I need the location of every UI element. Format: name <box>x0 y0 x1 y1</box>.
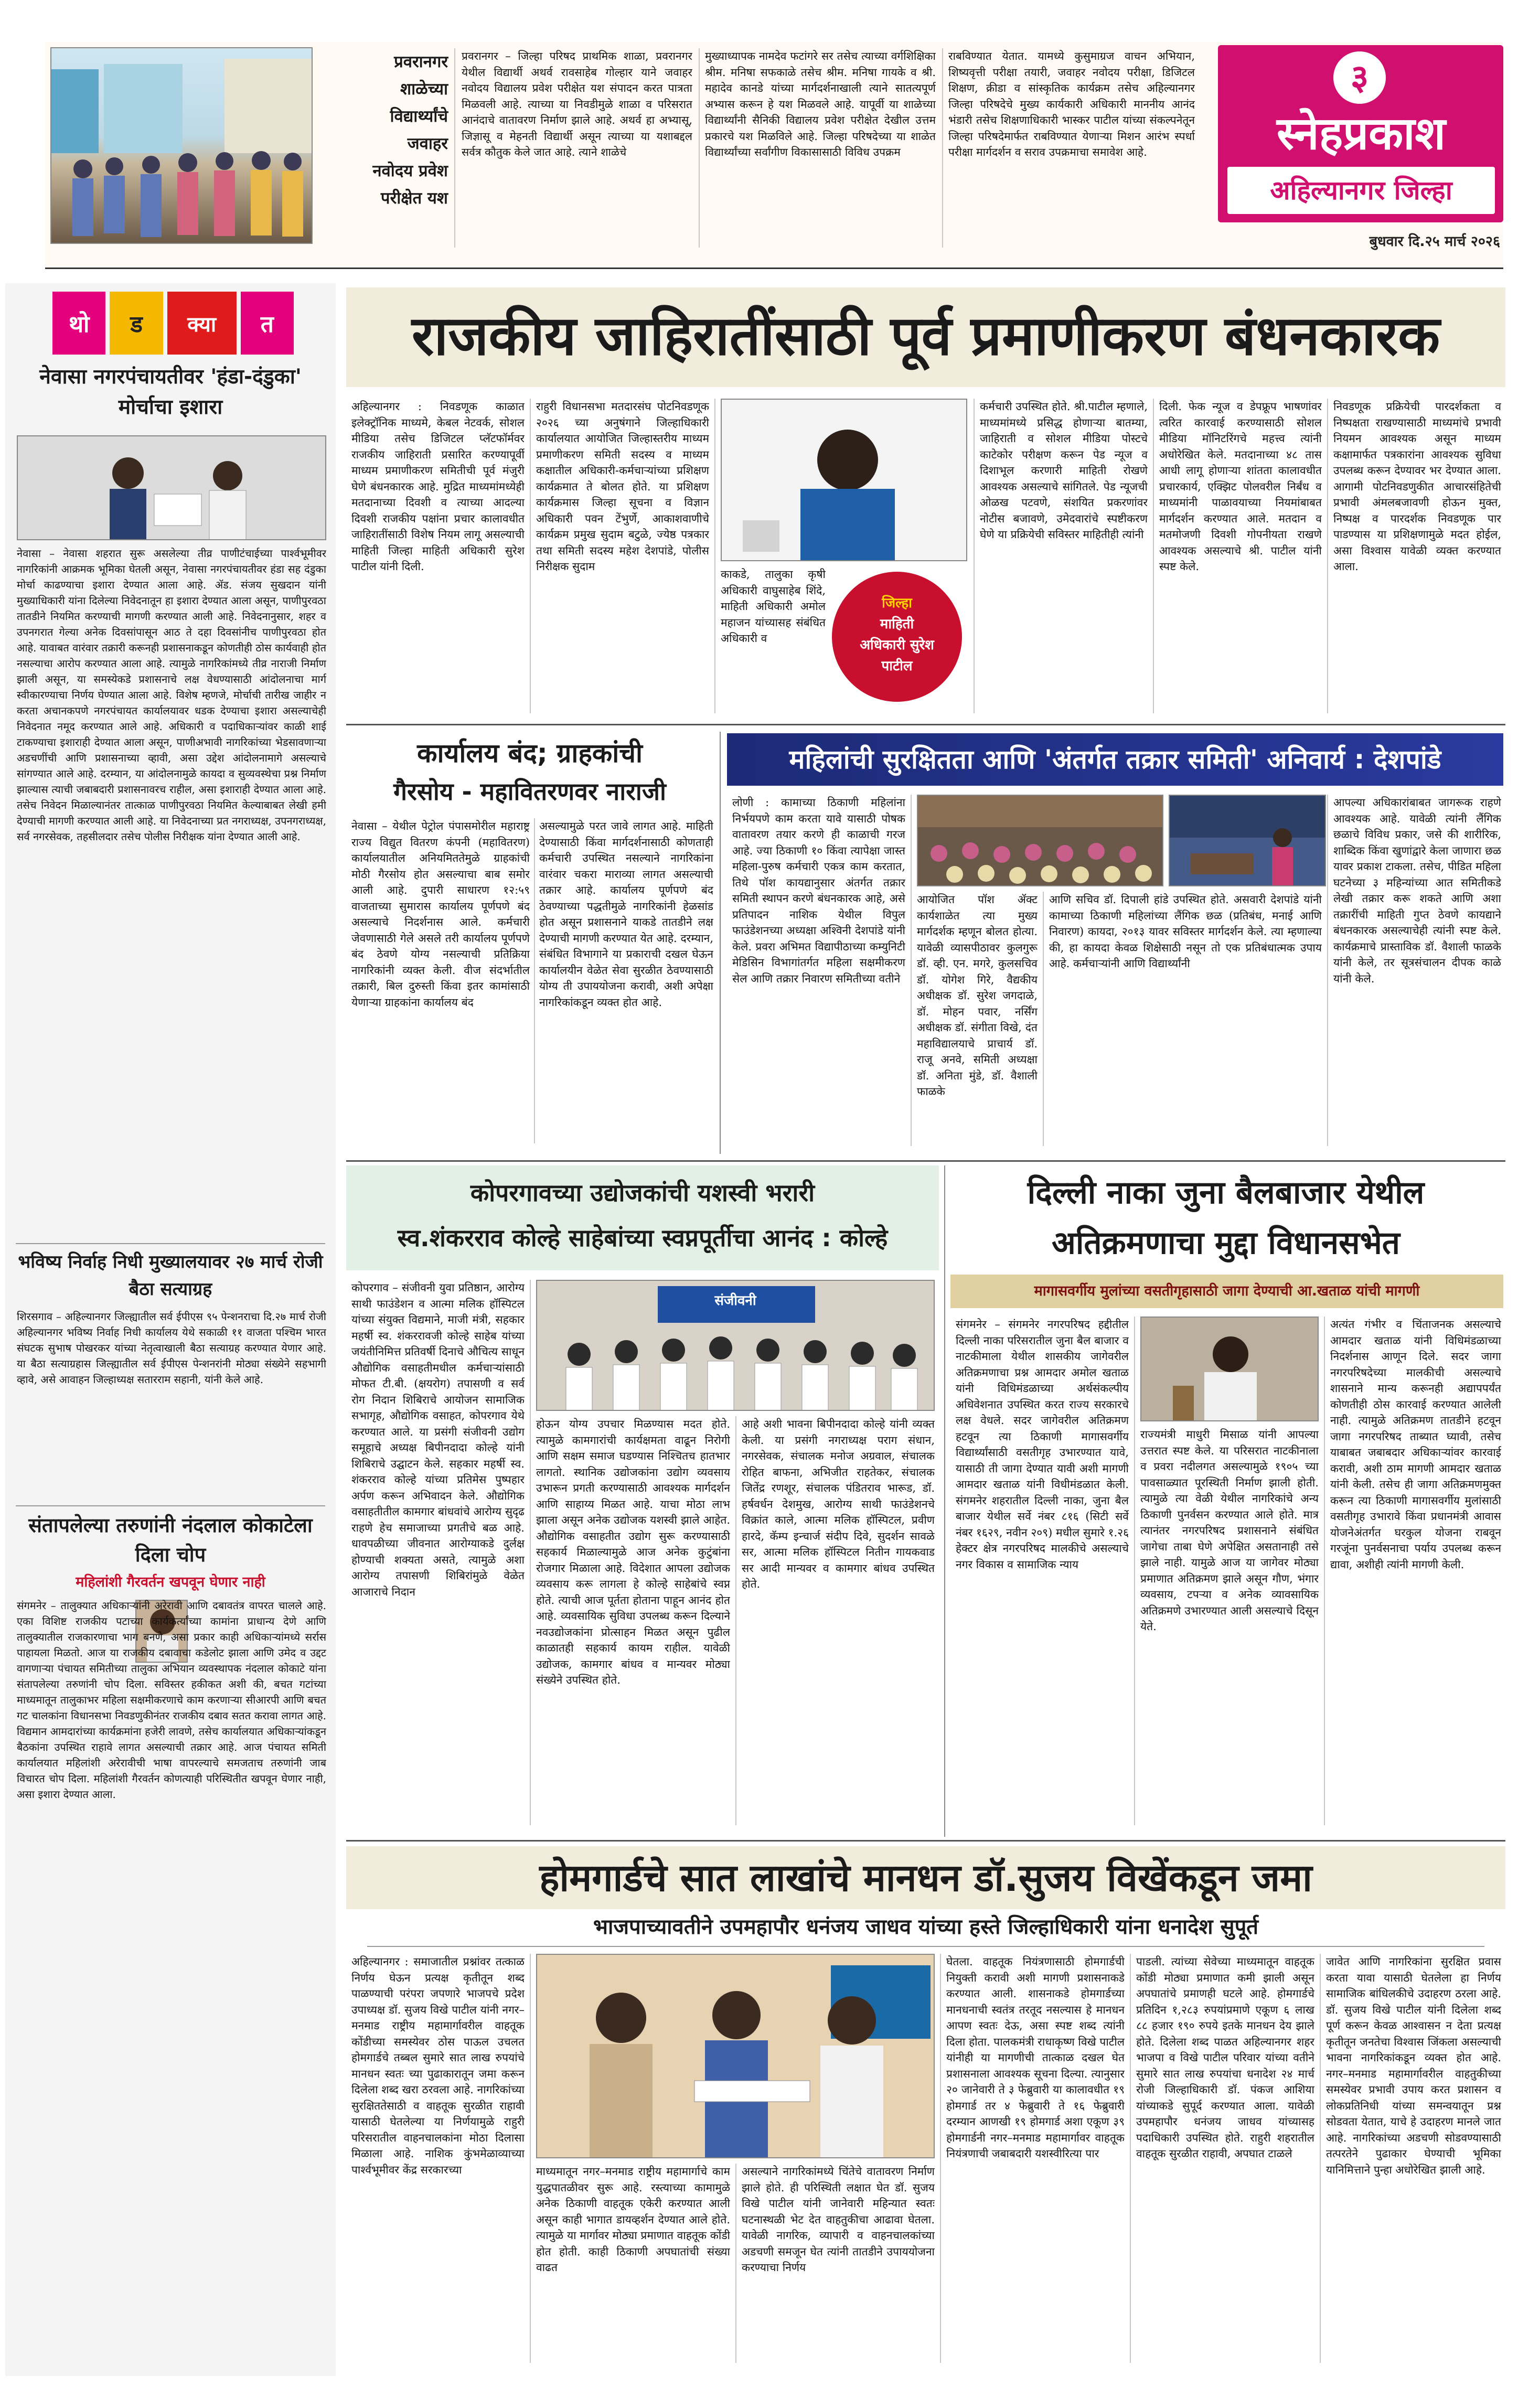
homeguard-column: अहिल्यानगर : समाजातील प्रश्नांवर तत्काळ निर्णय घेऊन प्रत्यक्ष कृतीतून शब्द पाळण्याची परंपरा जपणारे भाजपचे प्रदेश उपाध्यक्ष डॉ. सुजय विखे पाटील यांनी नगर–मनमाड राष्ट्रीय महामार्गावरील वाहतूक कोंडीच्या समस्येवर ठोस पाऊल उचलत होमगार्डचे तब्बल सुमारे सात लाख रुपयांचे मानधन स्वतः च्या पुढाकारातून जमा करून दिलेला शब्द खरा ठरवला आहे. नागरिकांच्या सुरक्षिततेसाठी व वाहतूक सुरळीत राहावी यासाठी घेतलेल्या या निर्णयामुळे राहुरी परिसरातील वाहनचालकांना मोठा दिलासा मिळाला आहे. नाशिक कुंभमेळाव्याच्या पार्श्वभूमीवर केंद्र सरकारच्या <box>351 1955 525 2176</box>
thodkyat-letter: थो <box>68 311 90 338</box>
nevasa-body: नेवासा – नेवासा शहरात सुरू असलेल्या तीव्र पाणीटंचाईच्या पार्श्वभूमीवर नागरिकांनी आक्रमक भूमिका घेतली असून, नेवासा नगरपंचायतीवर हंडा सह दंडुका मोर्चा काढण्याचा इशारा देण्यात आला आहे. ॲड. संजय सुखदान यांनी मुख्याधिकारी यांना दिलेल्या निवेदनातून हा इशारा देण्यात आला असून, पाणीपुरवठा तातडीने नियमित करण्याची मागणी करण्यात आली आहे. निवेदनानुसार, शहर व उपनगरात गेल्या अनेक दिवसांपासून आठ ते दहा दिवसांनीच पाणीपुरवठा होत आहे. यावाबत वारंवार तक्रारी करूनही प्रशासनाकडून कोणतीही ठोस कार्यवाही होत नसल्याचा आरोप करण्यात आला आहे. त्यामुळे नागरिकांमध्ये तीव्र नाराजी निर्माण झाली असून, या समस्येकडे प्रशासनाचे लक्ष वेधण्यासाठी आंदोलनाचा मार्ग स्वीकारण्याचा निर्णय घेण्यात आला आहे. विशेष म्हणजे, मोर्चाची तारीख जाहीर न करता अचानकपणे नगरपंचायत कार्यालयावर धडक देण्याचा इशारा असल्याचेही निवेदनात नमूद करण्यात आले आहे. अधिकारी व पदाधिकाऱ्यांवर काळी शाई टाकण्याचा इशाराही देण्यात आला असून, पाणीअभावी नागरिकांच्या भेडसावणाऱ्या अडचणींची आणि प्रशासनाच्या व्हावी, असा उद्देश आंदोलनामागे असल्याचे सांगण्यात आले आहे. दरम्यान, या आंदोलनामुळे कायदा व सुव्यवस्थेचा प्रश्न निर्माण झाल्यास त्याची जबाबदारी प्रशासनावरच राहील, असा इशाराही देण्यात आला आहे. तसेच निवेदन मिळाल्यानंतर तात्काळ पाणीपुरवठा नियमित केल्याबाबत लेखी हमी देण्याची मागणी करण्यात आली आहे. या निवेदनाच्या प्रत नगराध्यक्ष, उपनगराध्यक्ष, सर्व नगरसेवक, तहसीलदार तसेच पोलीस निरीक्षक यांना देण्यात आली आहे. <box>17 547 326 843</box>
mahavitaran-headline-line2: गैरसोय - महावितरणवर नाराजी <box>393 777 666 806</box>
top-headline-line: प्रवरानगर <box>394 52 448 71</box>
kopargaon-column: कोपरगाव – संजीवनी युवा प्रतिष्ठान, आरोग्य साथी फाउंडेशन व आत्मा मलिक हॉस्पिटल यांच्या संयुक्त विद्यमाने, माजी मंत्री, सहकार महर्षी स्व. शंकररावजी कोल्हे साहेब यांच्या जयंतीनिमित्त प्रतिवर्षी दिनाचे औचित्य साधून औद्योगिक वसाहतीमधील कर्मचाऱ्यांसाठी मोफत टी.बी. (क्षयरोग) तपासणी व सर्व रोग निदान शिबिराचे आयोजन सामाजिक सभागृह, औद्योगिक वसाहत, कोपरगाव येथे करण्यात आले. या प्रसंगी संजीवनी उद्योग समूहाचे अध्यक्ष बिपीनदादा कोल्हे यांनी शिबिराचे उद्घाटन केले. सहकार महर्षी स्व. शंकरराव कोल्हे यांच्या प्रतिमेस पुष्पहार अर्पण करून अभिवादन केले. औद्योगिक वसाहतीतील कामगार बांधवांचे आरोग्य सुदृढ राहणे हेच समाजाच्या प्रगतीचे बळ आहे. धावपळीच्या जीवनात आरोग्याकडे दुर्लक्ष होण्याची शक्यता असते, त्यामुळे अशा आरोग्य तपासणी शिबिरांमुळे वेळेत आजाराचे निदान <box>351 1281 525 1598</box>
thodkyat-box <box>110 292 163 355</box>
column-rule <box>940 1954 941 2363</box>
mahavitaran-column: असल्यामुळे परत जावे लागत आहे. माहिती देण्यासाठी किंवा मार्गदर्शनासाठी कोणताही कर्मचारी उपस्थित नसल्याने नागरिकांना वारंवार चकरा माराव्या लागत असल्याची तक्रार आहे. कार्यालय पूर्णपणे बंद ठेवण्याच्या पद्धतीमुळे नागरिकांनी हेळसांड होत असून प्रशासनाने याकडे तातडीने लक्ष देण्याची मागणी करण्यात येत आहे. दरम्यान, संबंधित विभागाने या प्रकाराची दखल घेऊन कार्यालयीन वेळेत सेवा सुरळीत ठेवण्यासाठी योग्य ती उपाययोजना करावी, अशी अपेक्षा नागरिकांकडून व्यक्त होत आहे. <box>539 820 713 1009</box>
dilli-naka-column: राज्यमंत्री माधुरी मिसाळ यांनी आपल्या उत्तरात स्पष्ट केले. या परिसरात नाटकीनाला व प्रवरा नदीलगत असल्यामुळे १९०५ च्या पावसाळ्यात पूरस्थिती निर्माण झाली होती. त्यामुळे त्या वेळी येथील नागरिकांचे अन्य ठिकाणी पुनर्वसन करण्यात आले होते. मात्र त्यानंतर नगरपरिषद प्रशासनाने संबंधित जागेचा ताबा घेणे अपेक्षित असतानाही तसे झाले नाही. यामुळे आज या जागेवर मोठ्या प्रमाणात अतिक्रमण झाले असून गौण, भंगार व्यवसाय, टपऱ्या व अनेक व्यावसायिक अतिक्रमणे उभारण्यात आली असल्याचे दिसून येते. <box>1140 1428 1319 1633</box>
mahila-column: लोणी : कामाच्या ठिकाणी महिलांना निर्भयपणे काम करता यावे यासाठी पोषक वातावरण तयार करणे ही काळाची गरज आहे. ज्या ठिकाणी १० किंवा त्यापेक्षा जास्त महिला-पुरुष कर्मचारी एकत्र काम करतात, तिथे पॉश कायद्यानुसार अंतर्गत तक्रार समिती स्थापन करणे बंधनकारक आहे, असे प्रतिपादन नाशिक येथील विपुल फाउंडेशनच्या अध्यक्षा अश्विनी देशपांडे यांनी केले. प्रवरा अभिमत विद्यापीठाच्या कम्युनिटी मेडिसिन विभागांतर्गत महिला सक्षमीकरण सेल आणि तक्रार निवारण समितीच्या वतीने <box>732 796 905 985</box>
homeguard-subhead: भाजपाच्यावतीने उपमहापौर धनंजय जाधव यांच्या हस्ते जिल्हाधिकारी यांना धनादेश सुपूर्त <box>593 1915 1259 1939</box>
lead-column: निवडणूक प्रक्रियेची पारदर्शकता व निष्पक्षता राखण्यासाठी माध्यमांचे प्रभावी नियमन आवश्यक असून माध्यम कक्षामार्फत पत्रकारांना आवश्यक सुविधा उपलब्ध करून देण्यावर भर देण्यात आला. आगामी पोटनिवडणुकीत आचारसंहितेची प्रभावी अंमलबजावणी होऊन मुक्त, निष्पक्ष व पारदर्शक निवडणूक पार पाडण्यास या प्रशिक्षणामुळे मदत होईल, असा विश्वास यावेळी व्यक्त करण्यात आला. <box>1333 400 1501 573</box>
epf-headline: भविष्य निर्वाह निधी मुख्यालयावर २७ मार्च रोजी बैठा सत्याग्रह <box>18 1251 323 1300</box>
column-rule <box>911 795 912 1146</box>
nevasa-photo <box>17 435 326 540</box>
section-rule <box>720 732 721 1154</box>
lead-column: दिली. फेक न्यूज व डेपफ्रूप भाषणांवर त्वरित कारवाई करण्यासाठी सोशल मीडिया मॉनिटरिंगचे महत्त्व त्यांनी अधोरेखित केले. मतदानाच्या ४८ तास आधी लागू होणाऱ्या शांतता कालावधीत प्रचारकार्य, एक्झिट पोलवरील निर्बंध व माध्यमांनी पाळावयाच्या नियमांबाबत मार्गदर्शन करण्यात आले. मतदान व मतमोजणी दिवशी गोपनीयता राखणे आवश्यक असल्याचे श्री. पाटील यांनी स्पष्ट केले. <box>1159 400 1322 573</box>
column-rule <box>735 2164 736 2363</box>
column-rule <box>530 399 531 713</box>
column-rule <box>1327 795 1328 1146</box>
homeguard-column: जावेत आणि नागरिकांना सुरक्षित प्रवास करता यावा यासाठी घेतलेला हा निर्णय सामाजिक बांधिलकीचे उदाहरण ठरला आहे. डॉ. सुजय विखे पाटील यांनी दिलेला शब्द पूर्ण करून केवळ आश्वासन न देता प्रत्यक्ष कृतीतून जनतेचा विश्वास जिंकला असल्याची भावना नागरिकांकडून व्यक्त होत आहे. नगर–मनमाड महामार्गावरील वाहतुकीच्या समस्येवर प्रभावी उपाय करत प्रशासन व लोकप्रतिनिधी यांच्या समन्वयातून प्रश्न सोडवता येतात, याचे हे उदाहरण मानले जात आहे. नागरिकांच्या अडचणी सोडवण्यासाठी तत्परतेने पुढाकार घेण्याची भूमिका यानिमित्ताने पुन्हा अधोरेखित झाली आहे. <box>1326 1955 1501 2176</box>
story-divider <box>16 1243 325 1244</box>
officer-badge <box>832 572 962 702</box>
homeguard-photo <box>536 1954 935 2158</box>
mahila-column: आणि सचिव डॉ. दिपाली हांडे उपस्थित होते. असवारी देशपांडे यांनी कामाच्या ठिकाणी महिलांच्या लैंगिक छळ (प्रतिबंध, मनाई आणि निवारण) कायदा, २०१३ यावर सविस्तर मार्गदर्शन केले. त्या म्हणाल्या की, हा कायदा केवळ शिक्षेसाठी नसून तो एक प्रतिबंधात्मक उपाय आहे. कर्मचाऱ्यांनी आणि विद्यार्थ्यांनी <box>1049 893 1322 970</box>
page-number: ३ <box>1350 57 1369 98</box>
homeguard-column: असल्याने नागरिकांमध्ये चिंतेचे वातावरण निर्माण झाले होते. ही परिस्थिती लक्षात घेत डॉ. सुजय विखे पाटील यांनी जानेवारी महिन्यात स्वतः घटनास्थळी भेट देत वाहतुकीचा आढावा घेतला. यावेळी नागरिक, व्यापारी व वाहनचालकांच्या अडचणी समजून घेत त्यांनी तातडीने उपाययोजना करण्याचा निर्णय <box>742 2165 935 2274</box>
column-rule <box>1134 1317 1135 1825</box>
dilli-naka-headline-line2: अतिक्रमणाचा मुद्दा विधानसभेत <box>1052 1225 1400 1261</box>
thodkyat-box <box>241 292 294 355</box>
dilli-naka-column: संगमनेर – संगमनेर नगरपरिषद हद्दीतील दिल्ली नाका परिसरातील जुना बैल बाजार व नाटकीमाला येथील शासकीय जागेवरील अतिक्रमणाचा प्रश्न आमदार अमोल खताळ यांनी विधिमंडळाच्या अर्थसंकल्पीय अधिवेशनात उपस्थित करत राज्य सरकारचे लक्ष वेधले. सदर जागेवरील अतिक्रमण हटवून त्या ठिकाणी मागासवर्गीय विद्यार्थ्यांसाठी वसतीगृह उभारण्यात यावे, यासाठी ती जागा देण्यात यावी अशी मागणी आमदार खताळ यांनी विधीमंडळात केली. संगमनेर शहरातील दिल्ली नाका, जुना बैल बाजार येथील सर्वे नंबर ८१६ (सिटी सर्वे नंबर १६२९, नवीन २०९) मधील सुमारे १.२६ हेक्टर क्षेत्र नगरपरिषद मालकीचे असल्याचे नगर विकास व सामाजिक न्याय <box>956 1318 1129 1571</box>
homeguard-column: घेतला. वाहतूक नियंत्रणासाठी होमगार्डची नियुक्ती करावी अशी मागणी प्रशासनाकडे करण्यात आली. शासनाकडे होमगार्डच्या मानधनाची स्वतंत्र तरतूद नसल्यास हे मानधन आपण स्वतः देऊ, असा स्पष्ट शब्द त्यांनी दिला होता. पालकमंत्री राधाकृष्ण विखे पाटील यांनीही या मागणीची तात्काळ दखल घेत प्रशासनाला आवश्यक सूचना दिल्या. त्यानुसार २० जानेवारी ते ३ फेब्रुवारी या कालावधीत १९ होमगार्ड तर ४ फेब्रुवारी ते १६ फेब्रुवारी दरम्यान आणखी १९ होमगार्ड अशा एकूण ३९ होमगार्डनी नगर–मनमाड महामार्गावर वाहतूक नियंत्रणाची जबाबदारी यशस्वीरित्या पार <box>946 1955 1125 2160</box>
column-rule <box>1324 1317 1325 1825</box>
section-divider <box>346 1840 1505 1842</box>
thodkyat-letter: क्या <box>187 312 217 337</box>
edition-name: अहिल्यानगर जिल्हा <box>1270 175 1452 206</box>
story-divider <box>16 1505 325 1506</box>
top-divider <box>45 267 1503 269</box>
column-rule <box>534 818 535 1143</box>
thodkyat-label <box>52 292 294 355</box>
column-rule <box>942 48 943 248</box>
top-headline-line: शाळेच्या <box>400 80 448 99</box>
column-rule <box>735 1416 736 1825</box>
kopargaon-headline-line1: कोपरगावच्या उद्योजकांची यशस्वी भरारी <box>470 1179 815 1207</box>
mahila-column: आपल्या अधिकारांबाबत जागरूक राहणे आवश्यक आहे. यावेळी त्यांनी लैंगिक छळाचे विविध प्रकार, जसे की शारीरिक, शाब्दिक किंवा खुणांद्वारे केला जाणारा छळ यावर प्रकाश टाकला. तसेच, पीडित महिला घटनेच्या ३ महिन्यांच्या आत समितीकडे लेखी तक्रार करू शकते आणि अशा तक्रारींची माहिती गुप्त ठेवणे कायद्याने बंधनकारक असल्याचेही त्यांनी स्पष्ट केले. कार्यक्रमाचे प्रास्ताविक डॉ. वैशाली फाळके यांनी केले, तर सूत्रसंचालन दीपक काळे यांनी केले. <box>1333 796 1501 985</box>
top-story-column: राबविण्यात येतात. यामध्ये कुसुमाग्रज वाचन अभियान, शिष्यवृत्ती परीक्षा तयारी, जवाहर नवोदय परीक्षा, डिजिटल शिक्षण, क्रीडा व सांस्कृतिक कार्यक्रम तसेच अहिल्यानगर जिल्हा परिषदेचे मुख्य कार्यकारी अधिकारी माननीय आनंद भंडारी तसेच शिक्षणाधिकारी भास्कर पाटील यांच्या संकल्पनेतून जिल्हा परिषदेमार्फत राबविण्यात येणाऱ्या मिशन आरंभ स्पर्धा परीक्षा मार्गदर्शन व सराव उपक्रमाचा समावेश आहे. <box>948 50 1195 158</box>
thodkyat-letter: त <box>260 311 274 338</box>
dilli-naka-photo <box>1140 1317 1319 1421</box>
lead-headline: राजकीय जाहिरातींसाठी पूर्व प्रमाणीकरण बंधनकारक <box>411 304 1440 368</box>
homeguard-column: पाडली. त्यांच्या सेवेच्या माध्यमातून वाहतूक कोंडी मोठ्या प्रमाणात कमी झाली असून अपघातांचे प्रमाणही घटले आहे. होमगार्डचे प्रतिदिन १,२८३ रुपयांप्रमाणे एकूण ६ लाख ८८ हजार १९० रुपये इतके मानधन देय झाले होते. दिलेला शब्द पाळत अहिल्यानगर शहर भाजपा व विखे पाटील परिवार यांच्या वतीने सुमारे सात लाख रुपयांचा धनादेश २४ मार्च रोजी जिल्हाधिकारी डॉ. पंकज आशिया यांच्याकडे सुपूर्द करण्यात आला. यावेळी उपमहापौर धनंजय जाधव यांच्यासह पदाधिकारी उपस्थित होते. राहुरी शहरातील वाहतूक सुरळीत राहावी, अपघात टाळले <box>1136 1955 1314 2160</box>
kokate-headline: संतापलेल्या तरुणांनी नंदलाल कोकाटेला दिला चोप <box>28 1514 313 1566</box>
dilli-naka-subhead: मागासवर्गीय मुलांच्या वसतीगृहासाठी जागा देण्याची आ.खताळ यांची मागणी <box>1034 1283 1420 1299</box>
top-headline-line: जवाहर <box>407 134 448 153</box>
kopargaon-column: होऊन योग्य उपचार मिळण्यास मदत होते. त्यामुळे कामगारांची कार्यक्षमता वाढून निरोगी आणि सक्षम समाज घडण्यास निश्चितच हातभार लागतो. स्थानिक उद्योजकांना उद्योग व्यवसाय उभारून प्रगती करण्यासाठी आवश्यक मार्गदर्शन आणि साहाय्य मिळत आहे. याचा मोठा लाभ झाला असून अनेक उद्योजक यशस्वी झाले आहेत. औद्योगिक वसाहतीत उद्योग सुरू करण्यासाठी सहकार्य मिळाल्यामुळे आज अनेक कुटुंबांना रोजगार मिळाला आहे. विदेशात आपला उद्योजक व्यवसाय करू लागला हे कोल्हे साहेबांचे स्वप्न होते. त्याची आज पूर्तता होताना पाहून आनंद होत आहे. व्यवसायिक सुविधा उपलब्ध करून दिल्याने नवउद्योजकांना प्रोत्साहन मिळत असून पुढील काळातही सहकार्य कायम राहील. यावेळी उद्योजक, कामगार बांधव व मान्यवर मोठ्या संख्येने उपस्थित होते. <box>536 1418 730 1686</box>
top-headline-line: विद्यार्थ्यांचे <box>390 107 448 126</box>
thodkyat-box <box>167 292 237 355</box>
lead-column: अहिल्यानगर : निवडणूक काळात इलेक्ट्रॉनिक माध्यमे, केबल नेटवर्क, सोशल मीडिया तसेच डिजिटल प्लॅटफॉर्मवर राजकीय जाहिराती प्रसारित करण्यापूर्वी माध्यम प्रमाणीकरण समितीची पूर्व मंजुरी घेणे बंधनकारक आहे. मुद्रित माध्यमांमध्येही मतदानाच्या दिवशी व त्याच्या आदल्या दिवशी राजकीय पक्षांना प्रचार कालावधीत जाहिरातींसाठी विशेष नियम लागू असल्याची माहिती जिल्हा माहिती अधिकारी सुरेश पाटील यांनी दिली. <box>351 400 525 573</box>
badge-line: पाटील <box>881 658 913 674</box>
top-story-headline <box>318 48 448 212</box>
kopargaon-headline-line2: स्व.शंकरराव कोल्हे साहेबांच्या स्वप्नपूर्तीचा आनंद : कोल्हे <box>397 1224 888 1252</box>
column-rule <box>530 1280 531 1825</box>
section-divider <box>346 724 1505 725</box>
lead-column: राहुरी विधानसभा मतदारसंघ पोटनिवडणूक २०२६ च्या अनुषंगाने जिल्हाधिकारी कार्यालयात आयोजित जिल्हास्तरीय माध्यम प्रमाणीकरण समिती सदस्य व माध्यम कक्षातील अधिकारी-कर्मचाऱ्यांच्या प्रशिक्षण कार्यक्रमात ते बोलत होते. या प्रशिक्षण कार्यक्रमास जिल्हा सूचना व विज्ञान अधिकारी पवन टेंभुर्णे, आकाशवाणीचे कार्यक्रम प्रमुख सुदाम बटुळे, ज्येष्ठ पत्रकार तथा समिती सदस्य महेश देशपांडे, पोलीस निरीक्षक सुदाम <box>536 400 709 573</box>
section-divider <box>346 1160 1505 1162</box>
column-rule <box>1153 399 1154 713</box>
column-rule <box>714 399 715 713</box>
column-rule <box>454 48 455 248</box>
column-rule <box>1043 892 1044 1146</box>
mahila-headline: महिलांची सुरक्षितता आणि 'अंतर्गत तक्रार समिती' अनिवार्य : देशपांडे <box>789 744 1441 775</box>
kokate-body: संगमनेर – तालुक्यात अधिकाऱ्यांनी अरेरावी आणि दबावतंत्र वापरत चालले आहे. एका विशिष्ट राजकीय पटाच्या कार्यकर्त्यांच्या कामांना प्राधान्य देणे आणि तालुक्यातील राजकारणाचा भाग बनणे, असा प्रकार काही अधिकाऱ्यांमध्ये सर्रास पाहायला मिळतो. आज या राजकीय दबावाचा कडेलोट झाला आणि उमेद व उद्दट वागणाऱ्या पंचायत समितीच्या तालुका अभियान व्यवस्थापक नंदलाल कोकाटे यांना संतापलेल्या तरुणांनी चोप दिला. सविस्तर हकीकत अशी की, बचत गटांच्या माध्यमातून तालुकाभर महिला सक्षमीकरणाचे काम करणाऱ्या सीआरपी आणि बचत गट चालकांना विधानसभा निवडणुकीनंतर राजकीय दबाव सतत करावा लागत आहे. विद्यमान आमदारांच्या कार्यक्रमांना हजेरी लावणे, तसेच कार्यालयात अधिकाऱ्यांकडून बैठकांना उपस्थित राहावे लागत असल्याची तक्रार आहे. आज पंचायत समिती कार्यालयात महिलांशी अरेरावीची भाषा वापरल्याचे समजताच तरुणांनी जाब विचारत चोप दिला. महिलांशी गैरवर्तन कोणत्याही परिस्थितीत खपवून घेणार नाही, असा इशारा देण्यात आला. <box>17 1599 326 1801</box>
thodkyat-letter: ड <box>130 311 143 338</box>
lead-photo <box>721 399 967 561</box>
column-rule <box>1320 1954 1321 2363</box>
mahavitaran-column: नेवासा – येथील पेट्रोल पंपासमोरील महाराष्ट्र राज्य विद्युत वितरण कंपनी (महावितरण) कार्यालयातील अनियमिततेमुळे ग्राहकांची मोठी गैरसोय होत असल्याचा बाब समोर आली आहे. दुपारी साधारण १२:५९ वाजताच्या सुमारास कार्यालय पूर्णपणे बंद असल्याचे निदर्शनास आले. कर्मचारी जेवणासाठी गेले असले तरी कार्यालय पूर्णपणे बंद ठेवणे योग्य नसल्याची प्रतिक्रिया नागरिकांनी व्यक्त केली. वीज संदर्भातील तक्रारी, बिल दुरुस्ती किंवा इतर कामांसाठी येणाऱ्या ग्राहकांना कार्यालय बंद <box>351 820 530 1009</box>
dilli-naka-headline-line1: दिल्ली नाका जुना बैलबाजार येथील <box>1027 1174 1425 1211</box>
nevasa-headline: नेवासा नगरपंचायतीवर 'हंडा-दंडुका' मोर्चाचा इशारा <box>39 365 302 419</box>
kopargaon-banner-text: संजीवनी <box>714 1293 756 1309</box>
top-story-column: प्रवरानगर – जिल्हा परिषद प्राथमिक शाळा, प्रवरानगर येथील विद्यार्थी अथर्व रावसाहेब गोल्हार याने जवाहर नवोदय विद्यालय प्रवेश परीक्षेत यश संपादन करत पात्रता मिळवली आहे. त्याच्या या निवडीमुळे शाळा व परिसरात आनंदाचे वातावरण निर्माण झाले आहे. अथर्व हा अभ्यासू, जिज्ञासू व मेहनती विद्यार्थी असून त्याच्या या यशाबद्दल सर्वत्र कौतुक केले जात आहे. त्याने शाळेचे <box>462 50 692 158</box>
issue-date: बुधवार दि.२५ मार्च २०२६ <box>1369 233 1500 250</box>
section-rule <box>944 1165 945 1837</box>
column-rule <box>1327 399 1328 713</box>
epf-body: शिरसगाव – अहिल्यानगर जिल्ह्यातील सर्व ईपीएस ९५ पेन्शनराचा दि.२७ मार्च रोजी अहिल्यानगर भविष्य निर्वाह निधी कार्यालय येथे सकाळी ११ वाजता पश्चिम भारत संघटक सुभाष पोखरकर यांच्या नेतृत्वाखाली बैठा सत्याग्रह करण्यात येणार आहे. या बैठा सत्याग्रहास जिल्ह्यातील सर्व ईपीएस पेन्शनरांनी मोठ्या संख्येने सहभागी व्हावे, असे आवाहन जिल्हाध्यक्ष सतारराम सहानी, यांनी केले आहे. <box>17 1310 326 1386</box>
lead-column: कर्मचारी उपस्थित होते. श्री.पाटील म्हणाले, माध्यमांमध्ये प्रसिद्ध होणाऱ्या बातम्या, जाहिराती व सोशल मीडिया पोस्टचे काटेकोर परीक्षण करून पेड न्यूज व दिशाभूल करणारी माहिती रोखणे आवश्यक असल्याचे सांगितले. पेड न्यूजची ओळख पटवणे, संशयित प्रकरणांवर नोटीस बजावणे, उमेदवारांचे स्पष्टीकरण घेणे या प्रक्रियेची सविस्तर माहितीही त्यांनी <box>980 400 1148 541</box>
paper-name: स्नेहप्रकाश <box>1277 108 1446 160</box>
top-headline-line: नवोदय प्रवेश <box>372 162 448 180</box>
top-story-column: मुख्याध्यापक नामदेव फटांगरे सर तसेच त्याच्या वर्गशिक्षिका श्रीम. मनिषा सफकाळे तसेच श्रीम. मनिषा गायके व श्री. महादेव कानडे यांच्या मार्गदर्शनाखाली त्याने सातत्यपूर्ण अभ्यास करून हे यश मिळवले आहे. यापूर्वी या शाळेच्या विद्यार्थ्यांनी सैनिकी विद्यालय प्रवेश परीक्षेत देखील उत्तम प्रकारचे यश मिळविले आहे. जिल्हा परिषदेच्या या शाळेत विद्यार्थ्यांच्या सर्वांगीण विकासासाठी विविध उपक्रम <box>705 50 936 158</box>
column-rule <box>1130 1954 1131 2363</box>
subhead-underline <box>367 1946 1484 1947</box>
column-rule <box>530 1954 531 2363</box>
thodkyat-box <box>52 292 105 355</box>
top-story-photo <box>50 47 313 244</box>
column-rule <box>974 399 975 713</box>
column-rule <box>699 48 700 248</box>
badge-line: माहिती <box>880 616 914 632</box>
badge-line: अधिकारी सुरेश <box>860 637 934 653</box>
homeguard-column: माध्यमातून नगर–मनमाड राष्ट्रीय महामार्गाचे काम युद्धपातळीवर सुरू आहे. रस्त्याच्या कामामुळे अनेक ठिकाणी वाहतूक एकेरी करण्यात आली असून काही भागात डायव्हर्शन देण्यात आले होते. त्यामुळे या मार्गावर मोठ्या प्रमाणात वाहतूक कोंडी होत होती. काही ठिकाणी अपघातांची संख्या वाढत <box>536 2165 730 2274</box>
top-headline-line: परीक्षेत यश <box>380 189 448 208</box>
badge-line: जिल्हा <box>882 595 912 611</box>
kopargaon-column: आहे अशी भावना बिपीनदादा कोल्हे यांनी व्यक्त केली. या प्रसंगी नगराध्यक्ष पराग संधान, नगरसेवक, संचालक मनोज अग्रवाल, संचालक रोहित बाफना, अभिजीत राहतेकर, संचालक जितेंद्र रणशूर, संचालक पंडितराव भारूड, डॉ. हर्षवर्धन देशमुख, आरोग्य साथी फाउंडेशनचे विक्रांत काले, आत्मा मलिक हॉस्पिटल, प्रवीण हारदे, कॅम्प इन्चार्ज संदीप दिवे, सुदर्शन सावळे सर, आत्मा मलिक हॉस्पिटल नितीन गायकवाड सर आदी मान्यवर व कामगार बांधव उपस्थित होते. <box>742 1418 935 1590</box>
homeguard-headline: होमगार्डचे सात लाखांचे मानधन डॉ.सुजय विखेंकडून जमा <box>539 1856 1312 1900</box>
dilli-naka-column: अत्यंत गंभीर व चिंताजनक असल्याचे आमदार खताळ यांनी विधिमंडळाच्या निदर्शनास आणून दिले. सदर जागा नगरपरिषदेच्या मालकीची असल्याचे शासनाने मान्य करूनही अद्यापपर्यंत कोणतीही ठोस कारवाई करण्यात आलेली नाही. त्यामुळे अतिक्रमण तातडीने हटवून जागा नगरपरिषद ताब्यात घ्यावी, तसेच याबाबत जबाबदार अधिकाऱ्यांवर कारवाई करावी, अशी ठाम मागणी आमदार खताळ यांनी केली. तसेच ही जागा अतिक्रमणमुक्त करून त्या ठिकाणी मागासवर्गीय मुलांसाठी वसतीगृह उभारावे किंवा प्रधानमंत्री आवास योजनेअंतर्गत घरकुल योजना राबवून गरजूंना पुनर्वसनाचा पर्याय उपलब्ध करून द्यावा, अशीही त्यांनी मागणी केली. <box>1330 1318 1501 1571</box>
mahila-photo-audience <box>917 795 1163 886</box>
mahila-column: आयोजित पॉश ॲक्ट कार्यशाळेत त्या मुख्य मार्गदर्शक म्हणून बोलत होत्या. यावेळी व्यासपीठावर कुलगुरू डॉ. व्ही. एन. मगरे, कुलसचिव डॉ. योगेश गिरे, वैद्यकीय अधीक्षक डॉ. सुरेश जगदाळे, डॉ. मोहन पवार, नर्सिंग अधीक्षक डॉ. संगीता विखे, दंत महाविद्यालयाचे प्राचार्य डॉ. राजू अनवे, समिती अध्यक्षा डॉ. अनिता मुंडे, डॉ. वैशाली फाळके <box>917 893 1038 1098</box>
lead-photo-caption: काकडे, तालुका कृषी अधिकारी वाघुसाहेब शिंदे, माहिती अधिकारी अमोल महाजन यांच्यासह संबंधित अधिकारी व <box>721 568 826 645</box>
mahila-photo-speaker <box>1169 795 1326 886</box>
kokate-subhead: महिलांशी गैरवर्तन खपवून घेणार नाही <box>76 1574 265 1590</box>
mahavitaran-headline-line1: कार्यालय बंद; ग्राहकांची <box>417 738 643 768</box>
